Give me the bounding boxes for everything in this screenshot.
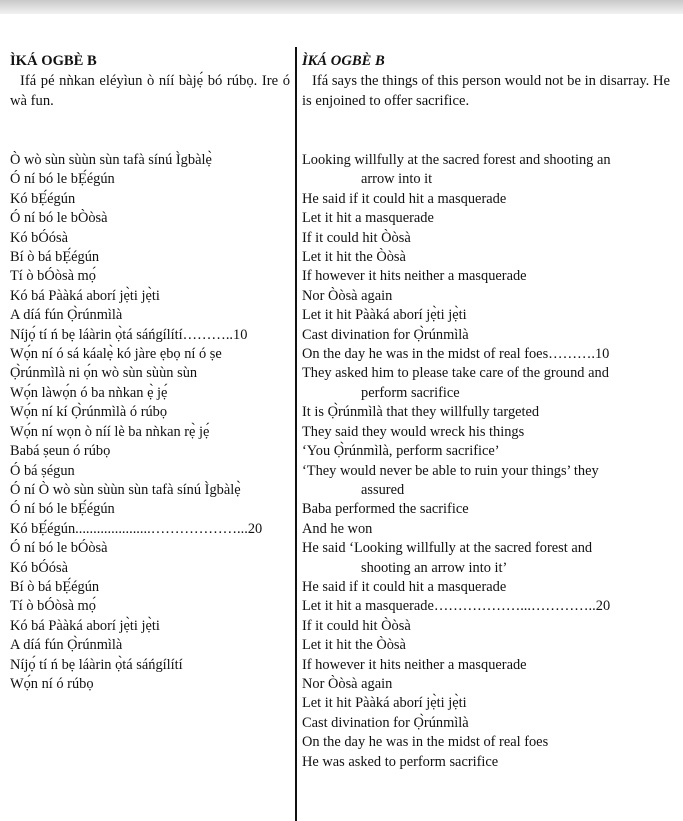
english-verse-text: If however it hits neither a masquerade [302,656,527,673]
english-verse-text: Let it hit Pààká aborí jẹ̀ti jẹ̀ti [302,695,467,712]
english-verse-text: ‘They would never be able to ruin your things’ they [302,462,599,479]
english-verse-line [302,675,670,694]
english-verse-line [302,248,670,267]
yoruba-verse-line: Bí ò bá bẸ́égún [10,249,100,266]
english-verse-line [302,597,670,616]
column-divider [295,47,297,821]
english-verse-line [302,306,670,325]
yoruba-verse-line: Ó ní bó le bẸ́égún [10,501,115,518]
yoruba-heading: ÌKÁ OGBÈ B [10,53,97,69]
english-verse-line [302,364,670,403]
english-verse-line [302,733,670,752]
english-verse-line [302,520,670,539]
english-verse-continuation: arrow into it [361,171,433,188]
yoruba-verse-line: Kó bẸ́égún.....................………………...20 [10,520,263,537]
english-verse-line [302,694,670,713]
english-verse-line [302,656,670,675]
english-verse-line [302,326,670,345]
english-verse-text: And he won [302,520,373,537]
english-verse-line [302,636,670,655]
english-verse-continuation: shooting an arrow into it’ [361,559,508,576]
english-verse-line [302,714,670,733]
english-verse-line [302,423,670,442]
yoruba-verse-line: Wọ́n làwọ́n ó ba nǹkan ẹ̀ jẹ́ [10,384,168,401]
english-verse-line [302,345,670,364]
yoruba-verse-line: A díá fún Ọ̀rúnmìlà [10,307,123,324]
english-verse-continuation: perform sacrifice [361,384,460,401]
english-verse-text: Nor Òòsà again [302,287,393,304]
english-verse-text: On the day he was in the midst of real foes [302,734,549,751]
yoruba-verse-line: Kó bÓósà [10,229,68,246]
english-verse-line [302,539,670,578]
english-verse-text: Let it hit Pààká aborí jẹ̀ti jẹ̀ti [302,307,467,324]
english-verse-text: On the day he was in the midst of real foes……….10 [302,346,610,363]
yoruba-verse-line: Wọ́n ní kí Ọ̀rúnmìlà ó rúbọ [10,404,168,421]
yoruba-verse-line: Níjọ́ tí ń bẹ láàrin ọ̀tá sáńgílítí [10,656,183,673]
english-verse-line [302,151,670,190]
english-verse-text: He was asked to perform sacrifice [302,753,499,770]
english-verses [302,151,670,772]
yoruba-verse-line: Ò wò sùn sùùn sùn tafà sínú Ìgbàlẹ̀ [10,152,212,168]
yoruba-verse-line: Wọ́n ní ó sá káalẹ̀ kó jàre ẹbọ ní ó ṣe [10,346,222,363]
english-verse-line [302,403,670,422]
english-verse-text: He said if it could hit a masquerade [302,190,507,207]
english-verse-line [302,229,670,248]
yoruba-verse-line: Wọ́n ní ó rúbọ [10,675,94,692]
yoruba-verse-line: Tí ò bÓòsà mọ́ [10,598,96,615]
english-verse-text: ‘You Ọ̀rúnmìlà, perform sacrifice’ [302,443,500,460]
yoruba-verse-line: Kó bá Pààká aborí jẹ̀ti jẹ̀ti [10,287,160,304]
english-verse-text: Let it hit the Òòsà [302,637,406,654]
english-column-header [302,52,670,111]
english-verse-line [302,500,670,519]
english-verse-text: They asked him to please take care of the ground and [302,365,609,382]
english-verse-text: It is Ọ̀rúnmìlà that they willfully targeted [302,404,540,421]
english-verse-text: Let it hit the Òòsà [302,249,406,266]
english-verse-line [302,578,670,597]
english-verse-text: Baba performed the sacrifice [302,501,469,518]
yoruba-verse-line: Tí ò bÓòsà mọ́ [10,268,96,285]
english-intro: Ifá says the things of this person would not be in disarray. He is enjoined to offer sacrifice. [302,73,670,109]
yoruba-verse-line: Kó bẸ́égún [10,190,76,207]
english-verse-text: Nor Òòsà again [302,675,393,692]
english-verse-continuation: assured [361,481,405,498]
english-verse-line [302,209,670,228]
yoruba-verse-line: Bí ò bá bẸ́égún [10,578,100,595]
yoruba-column-header [10,52,290,111]
yoruba-verse-line: Wọ́n ní wọn ò níí lè ba nǹkan rẹ̀ jẹ́ [10,423,210,440]
yoruba-verse-line: Ọ̀rúnmìlà ni ọ́n wò sùn sùùn sùn [10,365,198,382]
yoruba-verse-line: Babá ṣeun ó rúbọ [10,443,111,460]
english-verse-text: Let it hit a masquerade………………...…………..20 [302,598,611,615]
yoruba-verse-line: Ó ní bó le bẸ́égún [10,171,115,188]
english-verse-text: If it could hit Òòsà [302,617,411,634]
yoruba-verse-line: Ó ní bó le bÓòsà [10,540,108,557]
english-verse-text: Cast divination for Ọ̀rúnmìlà [302,714,469,731]
english-verse-text: Let it hit a masquerade [302,210,434,227]
yoruba-verse-line: Kó bÓósà [10,559,68,576]
english-verse-line [302,617,670,636]
yoruba-verse-line: A díá fún Ọ̀rúnmìlà [10,637,123,654]
yoruba-verse-line: Ó ní Ò wò sùn sùùn sùn tafà sínú Ìgbàlẹ̀ [10,481,241,498]
page-top-shadow [0,0,683,14]
english-verse-text: If it could hit Òòsà [302,229,411,246]
english-verse-text: He said if it could hit a masquerade [302,578,507,595]
yoruba-verses [10,151,293,694]
english-verse-text: They said they would wreck his things [302,423,525,440]
english-verse-text: Cast divination for Ọ̀rúnmìlà [302,326,469,343]
english-verse-text: If however it hits neither a masquerade [302,268,527,285]
english-verse-line [302,442,670,461]
yoruba-verse-line: Ó bá ṣégun [10,462,75,479]
yoruba-verse-line: Kó bá Pààká aborí jẹ̀ti jẹ̀ti [10,617,160,634]
english-verse-line [302,190,670,209]
yoruba-verse-line: Níjọ́ tí ń bẹ láàrin ọ̀tá sáńgílítí………..10 [10,326,248,343]
english-verse-line [302,267,670,286]
english-heading: ÌKÁ OGBÈ B [302,53,385,69]
yoruba-intro: Ifá pé nǹkan eléyìun ò níí bàjẹ́ bó rúbọ. Ire ó wà fun. [10,73,290,109]
english-verse-line [302,462,670,501]
english-verse-text: He said ‘Looking willfully at the sacred forest and [302,540,593,557]
yoruba-verse-line: Ó ní bó le bÒòsà [10,210,108,227]
english-verse-text: Looking willfully at the sacred forest and shooting an [302,152,611,168]
english-verse-line [302,287,670,306]
english-verse-line [302,753,670,772]
